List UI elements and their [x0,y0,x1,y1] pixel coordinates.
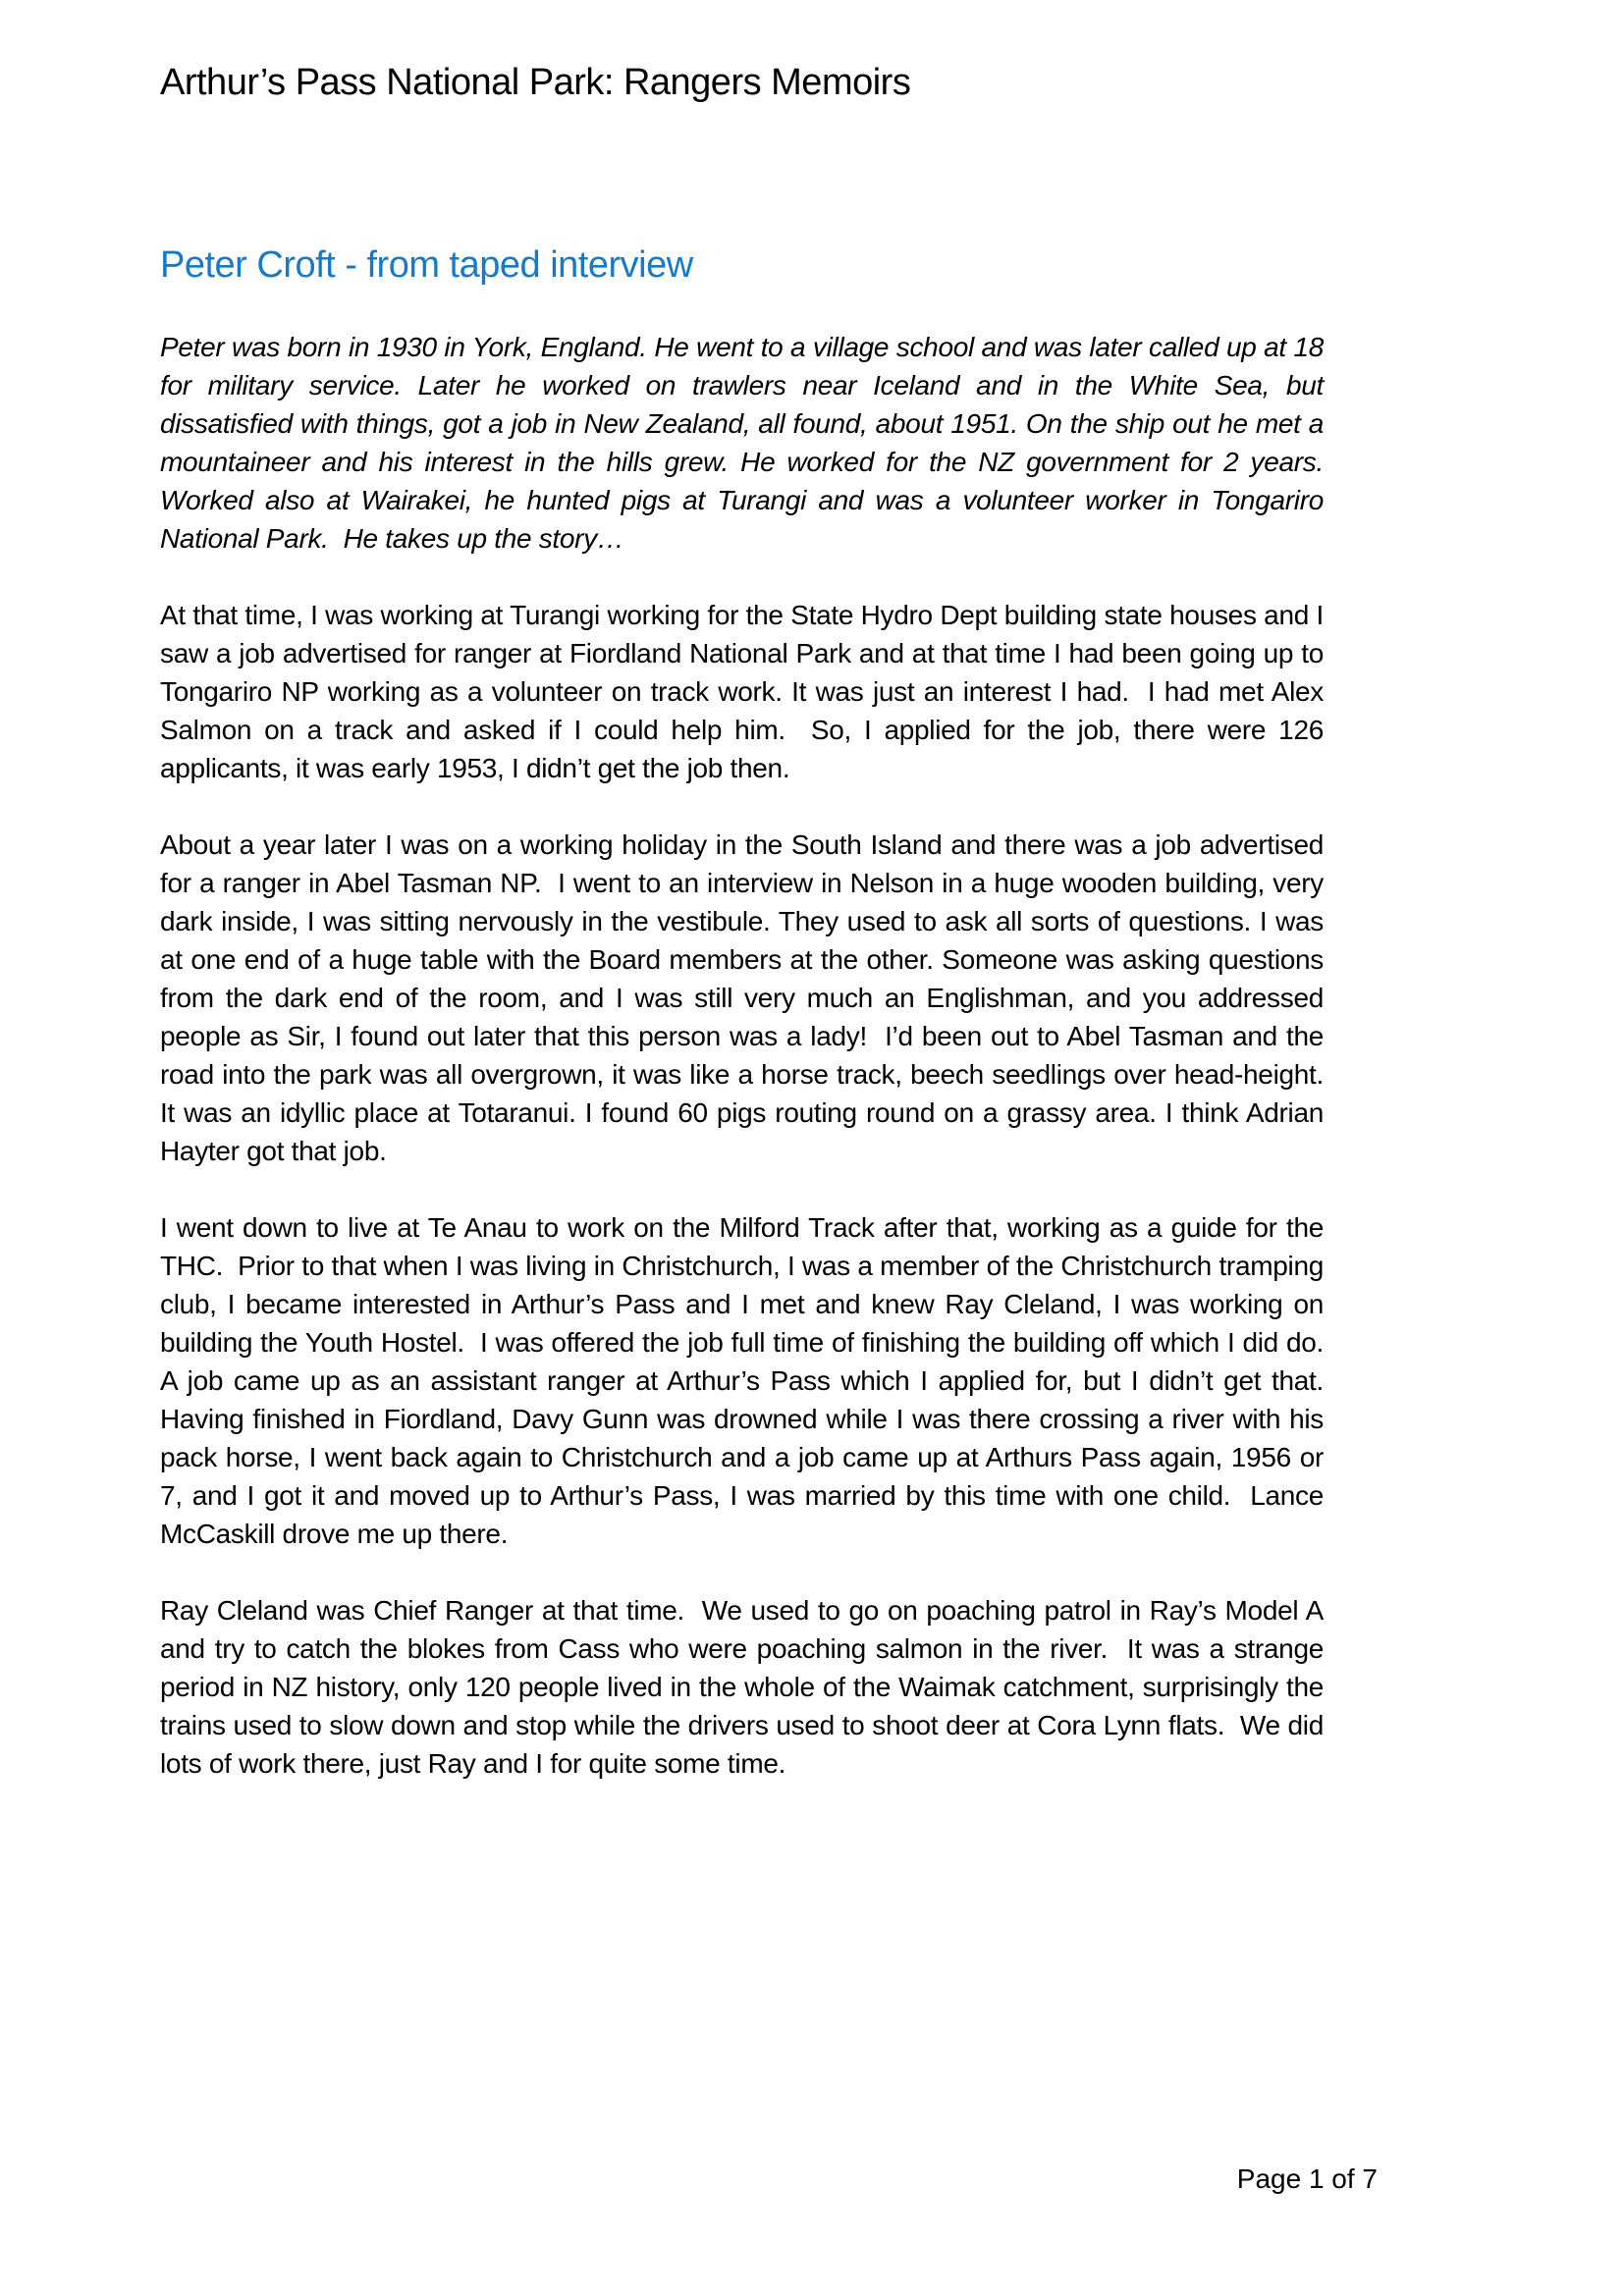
body-paragraph: At that time, I was working at Turangi working for the State Hydro Dept building state houses and I saw a job advertised for ranger at Fiordland National Park and at that time I had been going up to Tongariro NP working as a volunteer on track work. It was just an interest I had. I had met Alex Salmon on a track and asked if I could help him. So, I applied for the job, there were 126 applicants, it was early 1953, I didn’t get the job then. [160,600,1331,783]
body-paragraph: I went down to live at Te Anau to work on the Milford Track after that, working as a guide for the THC. Prior to that when I was living in Christchurch, I was a member of the Christchurch tramping club, I became interested in Arthur’s Pass and I met and knew Ray Cleland, I was working on building the Youth Hostel. I was offered the job full time of finishing the building off which I did do. A job came up as an assistant ranger at Arthur’s Pass which I applied for, but I didn’t get that. Having finished in Fiordland, Davy Gunn was drowned while I was there crossing a river with his pack horse, I went back again to Christchurch and a job came up at Arthurs Pass again, 1956 or 7, and I got it and moved up to Arthur’s Pass, I was married by this time with one child. Lance McCaskill drove me up there. [160,1212,1338,1549]
intro-paragraph: Peter was born in 1930 in York, England. He went to a village school and was later called up at 18 for military service. Later he worked on trawlers near Iceland and in the White Sea, but dissatisfied with things, got a job in New Zealand, all found, about 1951. On the ship out he met a mountaineer and his interest in the hills grew. He worked for the NZ government for 2 years. Worked also at Wairakei, he hunted pigs at Turangi and was a volunteer worker in Tongariro National Park. He takes up the story… [160,332,1331,554]
document-page [160,0,1338,1783]
body-paragraph: Ray Cleland was Chief Ranger at that time. We used to go on poaching patrol in Ray’s Model A and try to catch the blokes from Cass who were poaching salmon in the river. It was a strange period in NZ history, only 120 people lived in the whole of the Waimak catchment, surprisingly the trains used to slow down and stop while the drivers used to shoot deer at Cora Lynn flats. We did lots of work there, just Ray and I for quite some time. [160,1595,1331,1779]
document-title: Arthur’s Pass National Park: Rangers Memoirs [160,62,911,103]
body-paragraph: About a year later I was on a working holiday in the South Island and there was a job advertised for a ranger in Abel Tasman NP. I went to an interview in Nelson in a huge wooden building, very dark inside, I was sitting nervously in the vestibule. They used to ask all sorts of questions. I was at one end of a huge table with the Board members at the other. Someone was asking questions from the dark end of the room, and I was still very much an Englishman, and you addressed people as Sir, I found out later that this person was a lady! I’d been out to Abel Tasman and the road into the park was all overgrown, it was like a horse track, beech seedlings over head-height. It was an idyllic place at Totaranui. I found 60 pigs routing round on a grassy area. I think Adrian Hayter got that job. [160,829,1338,1166]
section-heading: Peter Croft - from taped interview [160,244,693,286]
page-number: Page 1 of 7 [1236,2163,1378,2194]
